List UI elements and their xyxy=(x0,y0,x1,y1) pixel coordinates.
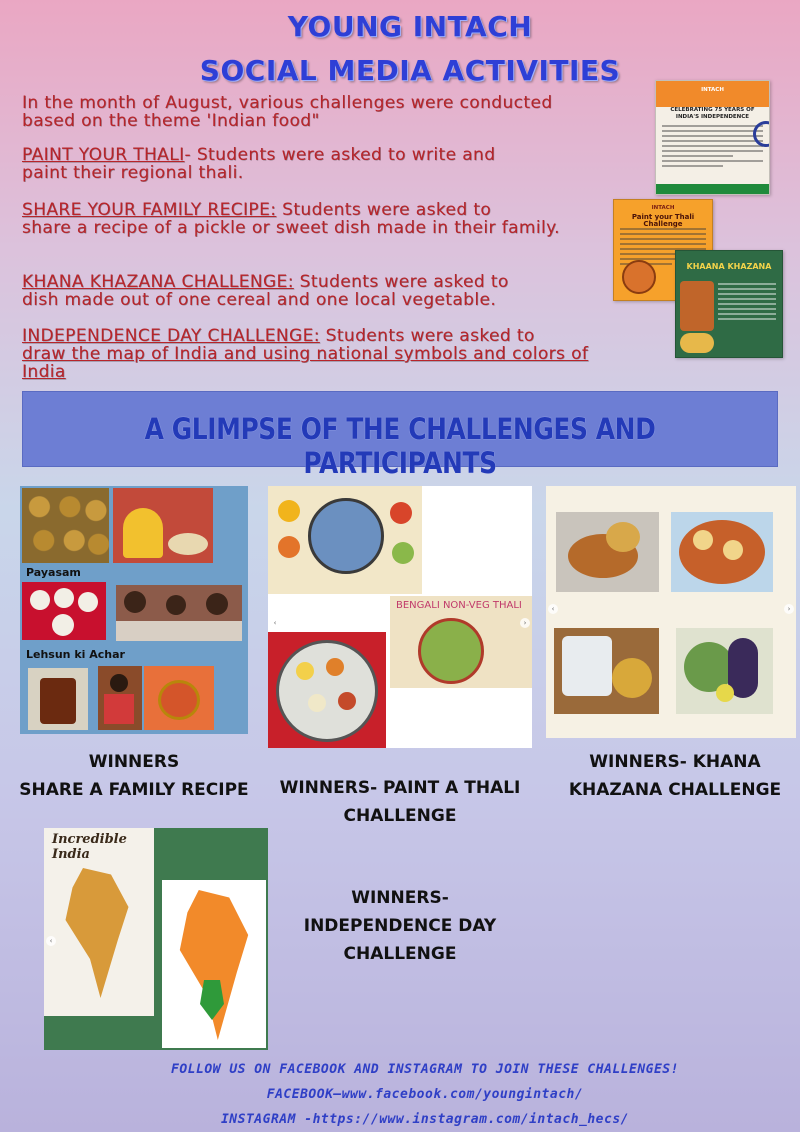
page-subtitle: SOCIAL MEDIA ACTIVITIES xyxy=(199,54,621,87)
independence-poster: INTACH CELEBRATING 75 YEARS OF INDIA'S INDEPENDENCE xyxy=(655,80,770,195)
caption-independence-day: WINNERS- INDEPENDENCE DAY CHALLENGE xyxy=(303,888,497,964)
challenge-paint-thali: PAINT YOUR THALI- Students were asked to write and paint their regional thali. xyxy=(22,145,496,183)
challenge-family-recipe: SHARE YOUR FAMILY RECIPE: Students were asked to share a recipe of a pickle or sweet dish made in their family. xyxy=(22,200,560,238)
bengali-thali-painting: BENGALI NON-VEG THALI xyxy=(390,596,532,688)
footer-facebook-link[interactable]: FACEBOOK—www.facebook.com/youngintach/ xyxy=(266,1087,584,1102)
vegetables-icon xyxy=(680,281,714,331)
payasam-photo xyxy=(22,582,106,640)
family-recipe-collage: Payasam Lehsun ki Achar xyxy=(20,486,248,734)
thali-painting-2 xyxy=(268,632,386,748)
khana-khazana-collage xyxy=(546,486,796,738)
next-arrow-icon: › xyxy=(784,604,794,614)
footer-instagram-link[interactable]: INSTAGRAM -https://www.instagram.com/intach_hecs/ xyxy=(220,1112,629,1127)
achar-jar-photo xyxy=(28,668,88,730)
roti-painting xyxy=(556,512,659,592)
challenge-heading: INDEPENDENCE DAY CHALLENGE: xyxy=(22,326,320,346)
vegetables-painting xyxy=(676,628,773,714)
thali-painting-1 xyxy=(268,486,422,594)
challenge-heading: KHANA KHAZANA CHALLENGE: xyxy=(22,272,294,292)
kheer-painting xyxy=(554,628,659,714)
khana-khazana-poster: KHAANA KHAZANA xyxy=(675,250,783,358)
family-photo xyxy=(116,585,242,641)
india-map-painting xyxy=(162,880,266,1048)
section-banner: A GLIMPSE OF THE CHALLENGES AND PARTICIPANTS xyxy=(22,391,778,467)
prev-arrow-icon: ‹ xyxy=(46,936,56,946)
caption-family-recipe: WINNERS SHARE A FAMILY RECIPE xyxy=(19,752,249,800)
prev-arrow-icon: ‹ xyxy=(270,618,280,628)
thali-poster: INTACH Paint your Thali Challenge xyxy=(613,199,713,301)
paint-thali-collage xyxy=(268,486,532,748)
challenge-independence-day: INDEPENDENCE DAY CHALLENGE: Students were asked to draw the map of India and using national symbols and colors of India xyxy=(22,326,589,382)
incredible-india-map: Incredible India xyxy=(44,828,154,1016)
independence-day-collage xyxy=(44,828,268,1050)
caption-paint-thali: WINNERS- PAINT A THALI CHALLENGE xyxy=(279,778,521,826)
challenge-heading: PAINT YOUR THALI xyxy=(22,145,185,165)
india-map-icon xyxy=(62,868,132,998)
challenge-heading: SHARE YOUR FAMILY RECIPE: xyxy=(22,200,277,220)
prev-arrow-icon: ‹ xyxy=(548,604,558,614)
laddu-photo xyxy=(22,488,109,563)
thali-plate-icon xyxy=(622,260,656,294)
caption-khana-khazana: WINNERS- KHANA KHAZANA CHALLENGE xyxy=(568,752,782,800)
next-arrow-icon: › xyxy=(520,618,530,628)
bowls-painting xyxy=(671,512,773,592)
page-title: YOUNG INTACH xyxy=(287,10,533,43)
achar-bowl-photo xyxy=(144,666,214,730)
child-photo xyxy=(98,666,142,730)
intro-text: In the month of August, various challenges were conducted based on the theme 'Indian food" xyxy=(22,93,553,131)
footer-follow-text: FOLLOW US ON FACEBOOK AND INSTAGRAM TO JOIN THESE CHALLENGES! xyxy=(171,1062,679,1077)
cooking-photo xyxy=(113,488,213,563)
challenge-khana-khazana: KHANA KHAZANA CHALLENGE: Students were asked to dish made out of one cereal and one local vegetable. xyxy=(22,272,509,310)
